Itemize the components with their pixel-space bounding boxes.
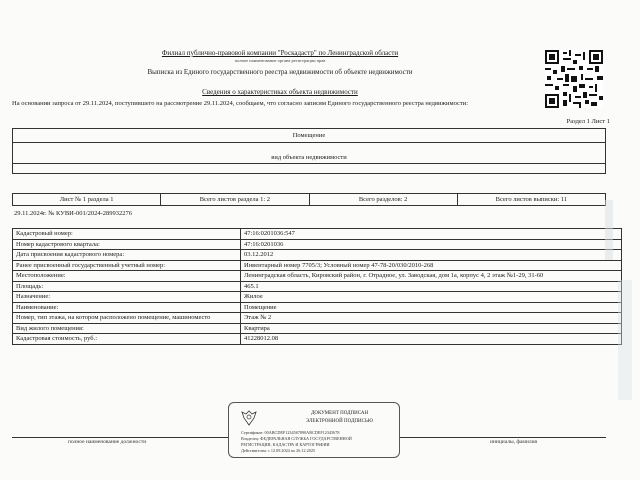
section-label: Раздел 1 Лист 1	[566, 118, 610, 125]
field-value: 465.1	[241, 281, 622, 292]
characteristics-table	[12, 228, 622, 345]
field-value: Ленинградская область, Кировский район, г. Отрадное, ул. Заводская, дом 1а, корпус 4, 2 этаж №1-29, 31-60	[241, 271, 622, 282]
table-row	[13, 260, 622, 271]
basis-text: На основании запроса от 29.11.2024, поступившего на рассмотрение 29.11.2024, сообщаем, что согласно записям Единого государственного реестра недвижимости:	[12, 100, 469, 107]
field-value: Квартира	[241, 323, 622, 334]
field-value: Инвентарный номер 7705/3; Условный номер 47-78-20/030/2010-268	[241, 260, 622, 271]
field-label: Номер, тип этажа, на котором расположено помещение, машиноместо	[13, 313, 241, 324]
stamp-owner: Владелец: ФЕДЕРАЛЬНАЯ СЛУЖБА ГОСУДАРСТВЕННОЙ	[241, 436, 352, 441]
table-row	[13, 250, 622, 261]
field-value: Этаж № 2	[241, 313, 622, 324]
field-label: Наименование:	[13, 302, 241, 313]
sheet-number: Лист № 1 раздела 1	[13, 194, 161, 205]
name-caption: инициалы, фамилия	[490, 439, 538, 445]
field-value: 41228012.08	[241, 334, 622, 345]
table-row	[13, 239, 622, 250]
coat-of-arms-icon	[239, 409, 259, 427]
field-label: Кадастровая стоимость, руб.:	[13, 334, 241, 345]
field-label: Местоположение:	[13, 271, 241, 282]
table-row	[13, 334, 622, 345]
object-type-box	[12, 128, 606, 174]
sheet-info-row	[12, 193, 606, 206]
table-row	[13, 281, 622, 292]
field-label: Вид жилого помещения:	[13, 323, 241, 334]
bleed-through-shadow	[600, 200, 640, 430]
org-name: Филиал публично-правовой компании "Роскадастр" по Ленинградской области	[161, 49, 399, 57]
total-sections: Всего разделов: 2	[310, 194, 458, 205]
table-row	[13, 302, 622, 313]
org-caption: полное наименование органа регистрации прав	[234, 58, 326, 63]
field-label: Кадастровый номер:	[13, 229, 241, 240]
field-label: Номер кадастрового квартала:	[13, 239, 241, 250]
total-section-sheets: Всего листов раздела 1: 2	[161, 194, 309, 205]
stamp-validity: Действителен: с 12.09.2024 по 26.12.2025	[241, 448, 316, 453]
document-subtitle: Сведения о характеристиках объекта недвижимости	[202, 88, 358, 96]
stamp-subtitle: ЭЛЕКТРОННОЙ ПОДПИСЬЮ	[306, 419, 373, 424]
table-row	[13, 271, 622, 282]
field-label: Ранее присвоенный государственный учетный номер:	[13, 260, 241, 271]
field-value: 47:16:0201036	[241, 239, 622, 250]
field-value: 03.12.2012	[241, 250, 622, 261]
field-label: Дата присвоения кадастрового номера:	[13, 250, 241, 261]
qr-code-icon	[545, 50, 603, 108]
document-title: Выписка из Единого государственного реестра недвижимости об объекте недвижимости	[147, 68, 413, 76]
stamp-owner-2: РЕГИСТРАЦИИ, КАДАСТРА И КАРТОГРАФИИ	[241, 442, 330, 447]
stamp-certificate: Сертификат: 00ABCDEF1234567890ABCDEF12345678	[241, 430, 340, 435]
table-row	[13, 229, 622, 240]
position-caption: полное наименование должности	[68, 439, 147, 445]
table-row	[13, 292, 622, 303]
object-type: Помещение	[292, 132, 326, 139]
field-value: Жилое	[241, 292, 622, 303]
field-label: Назначение:	[13, 292, 241, 303]
registration-number: 29.11.2024г. № КУВИ-001/2024-289932276	[14, 210, 132, 217]
stamp-title: ДОКУМЕНТ ПОДПИСАН	[310, 411, 369, 416]
field-label: Площадь:	[13, 281, 241, 292]
table-row	[13, 323, 622, 334]
total-sheets: Всего листов выписки: 11	[495, 196, 568, 203]
field-value: 47:16:0201036:547	[241, 229, 622, 240]
table-row	[13, 313, 622, 324]
field-value: Помещение	[241, 302, 622, 313]
object-type-caption: вид объекта недвижимости	[271, 154, 347, 161]
electronic-signature-stamp	[228, 402, 400, 458]
